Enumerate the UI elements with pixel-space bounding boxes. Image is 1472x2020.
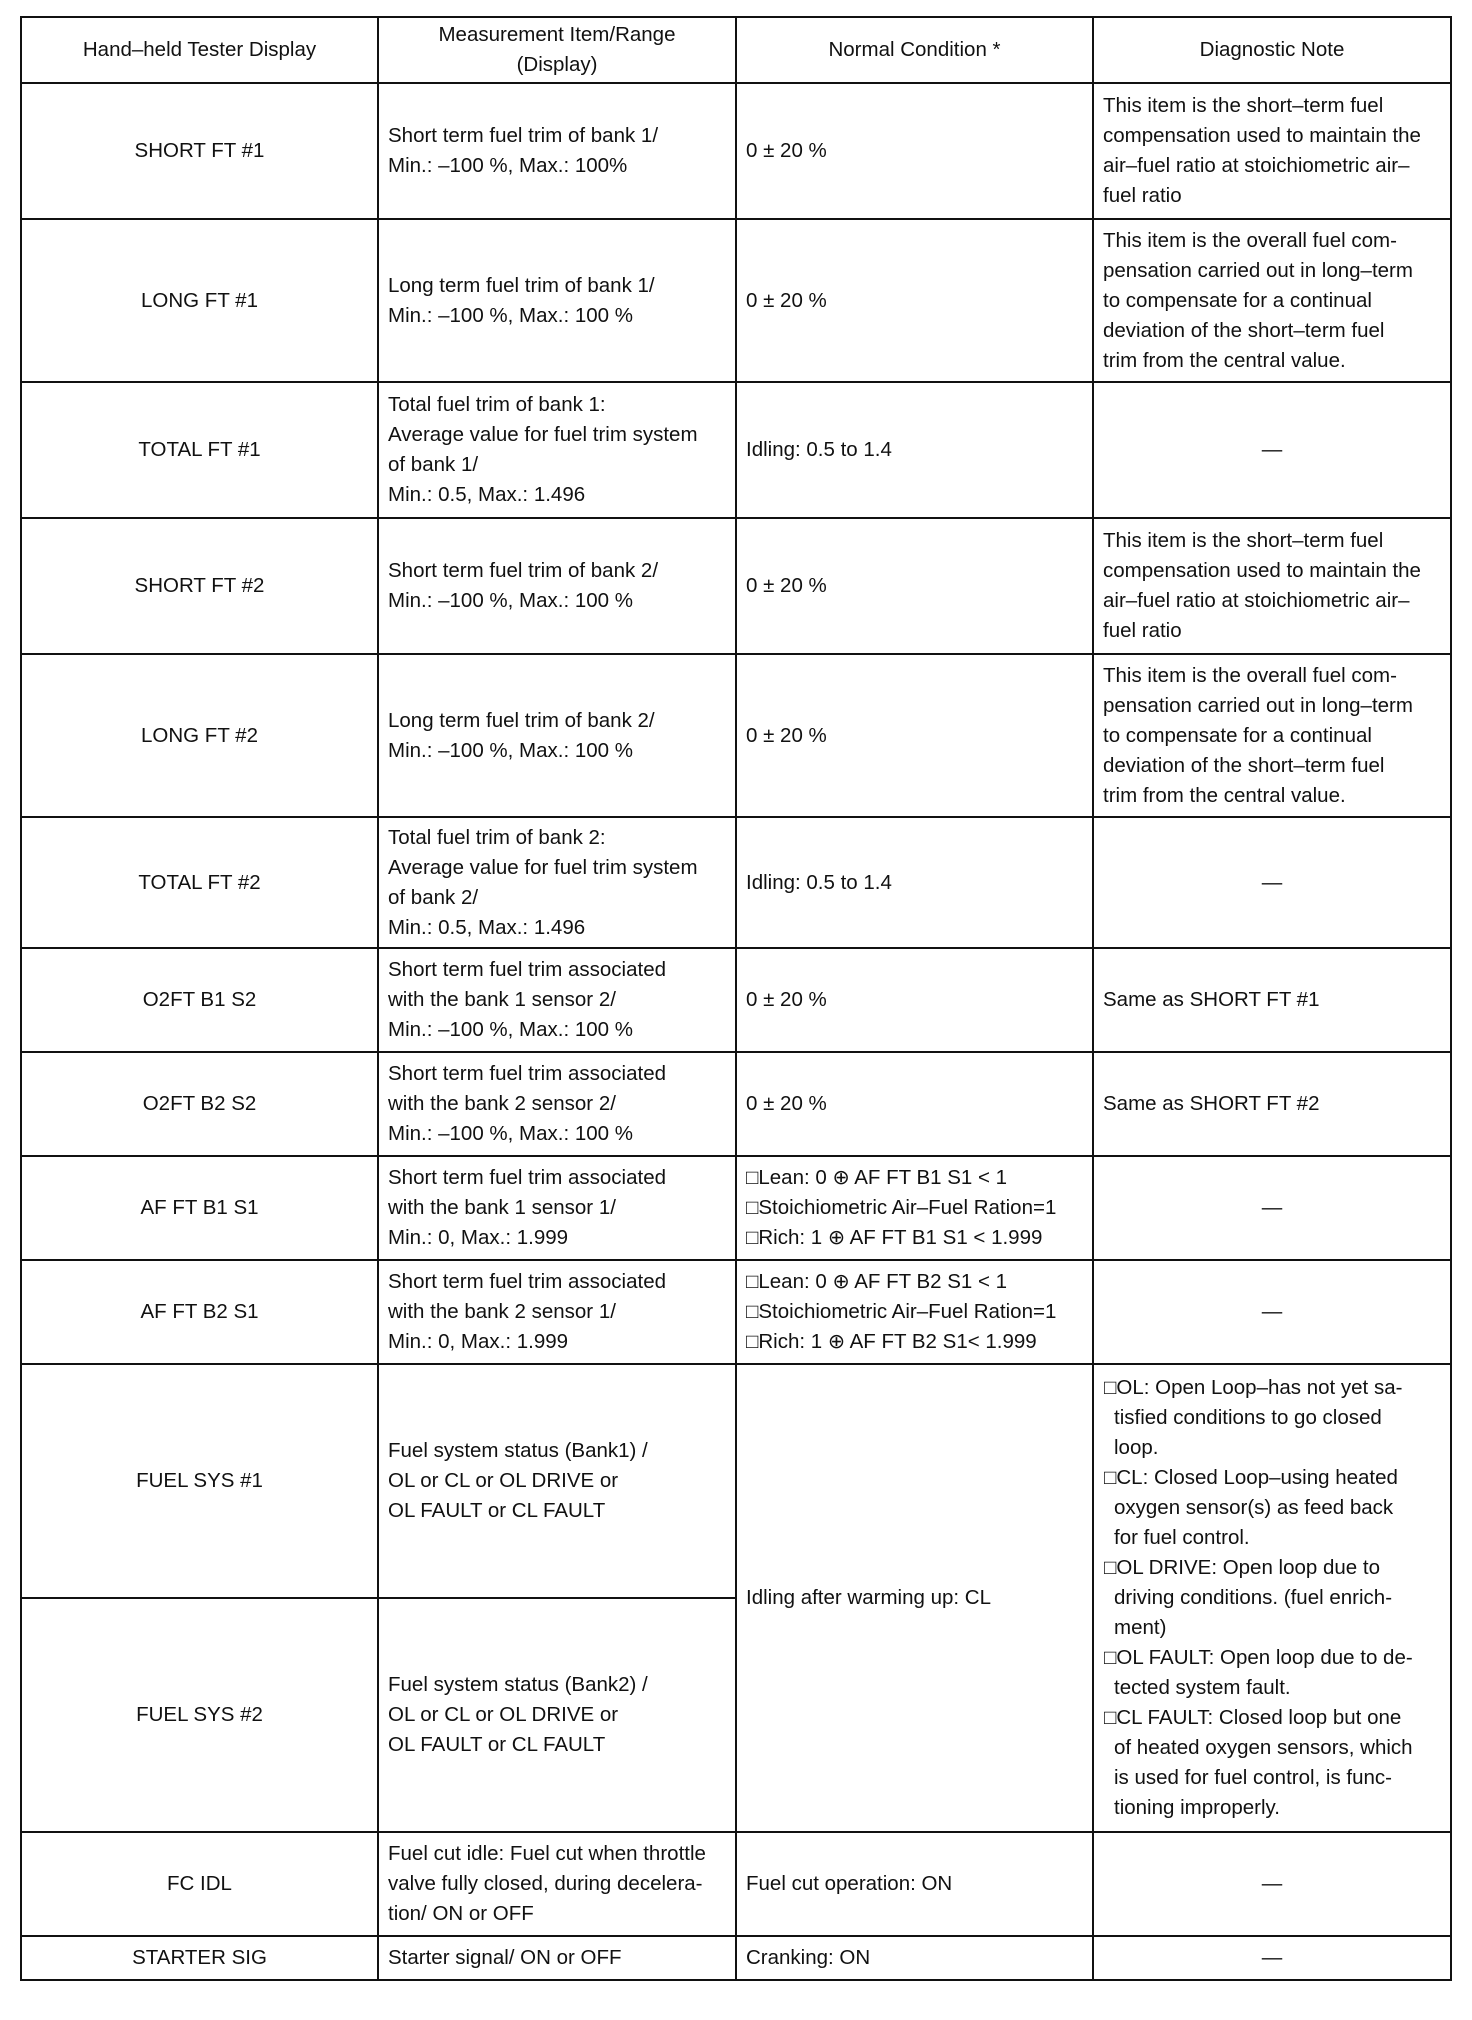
measurement-cell xyxy=(378,518,736,654)
measurement-cell-line: OL FAULT or CL FAULT xyxy=(388,1733,606,1756)
diagnostic-note-cell-line: — xyxy=(1261,870,1283,894)
condition-cell-line: 0 ± 20 % xyxy=(746,723,827,747)
measurement-cell-line: OL FAULT or CL FAULT xyxy=(388,1499,606,1522)
measurement-cell-line: with the bank 1 sensor 2/ xyxy=(388,988,616,1011)
measurement-cell-line: Total fuel trim of bank 1: xyxy=(388,393,606,416)
measurement-cell xyxy=(378,948,736,1052)
table-row xyxy=(21,1936,1451,1980)
diagnostic-note-cell-line: — xyxy=(1261,1872,1283,1895)
diagnostic-note-cell-line: This item is the overall fuel com- xyxy=(1103,663,1397,687)
condition-cell xyxy=(736,1936,1093,1980)
tester-display-cell: SHORT FT #2 xyxy=(21,518,378,654)
measurement-cell-line: Fuel system status (Bank1) / xyxy=(388,1439,648,1462)
diagnostic-note-cell-line: Same as SHORT FT #2 xyxy=(1103,1092,1320,1115)
measurement-cell-line: Long term fuel trim of bank 1/ xyxy=(388,273,655,297)
table-row xyxy=(21,518,1451,654)
diagnostic-note-cell-line: — xyxy=(1261,1946,1283,1969)
condition-cell-line: 0 ± 20 % xyxy=(746,988,827,1011)
diagnostic-note-cell-line: trim from the central value. xyxy=(1103,783,1346,807)
fuel-status-note-line: driving conditions. (fuel enrich- xyxy=(1114,1586,1393,1609)
table-row xyxy=(21,1156,1451,1260)
diagnostic-note-cell-line: Same as SHORT FT #1 xyxy=(1103,988,1320,1011)
measurement-cell-line: Min.: –100 %, Max.: 100 % xyxy=(388,1018,633,1041)
diagnostic-note-cell xyxy=(1093,219,1451,382)
tester-display-cell: LONG FT #1 xyxy=(21,219,378,382)
diagnostic-note-cell-line: deviation of the short–term fuel xyxy=(1103,753,1385,777)
diagnostic-note-cell-line: This item is the short–term fuel xyxy=(1103,94,1384,117)
measurement-cell-line: with the bank 2 sensor 2/ xyxy=(388,1092,616,1115)
table-row xyxy=(21,1832,1451,1936)
measurement-cell xyxy=(378,1832,736,1936)
header-row xyxy=(21,17,1451,83)
condition-cell xyxy=(736,518,1093,654)
condition-cell xyxy=(736,382,1093,518)
diagnostic-note-cell xyxy=(1093,518,1451,654)
measurement-cell-line: tion/ ON or OFF xyxy=(388,1902,534,1925)
diagnostic-note-cell-line: — xyxy=(1261,438,1283,461)
condition-cell-line: □Lean: 0 ⊕ AF FT B2 S1 < 1 xyxy=(746,1270,1008,1293)
diagnostic-note-cell xyxy=(1093,1260,1451,1364)
measurement-cell-line: Min.: –100 %, Max.: 100 % xyxy=(388,589,633,612)
fuel-status-note-line: □CL FAULT: Closed loop but one xyxy=(1104,1706,1402,1729)
condition-cell-line: Idling: 0.5 to 1.4 xyxy=(746,870,892,894)
measurement-cell xyxy=(378,1936,736,1980)
diagnostic-note-cell-line: — xyxy=(1261,1300,1283,1323)
diagnostic-note-cell-line: This item is the short–term fuel xyxy=(1103,529,1384,552)
condition-cell xyxy=(736,817,1093,948)
measurement-cell-line: Min.: –100 %, Max.: 100 % xyxy=(388,738,633,762)
table-row xyxy=(21,817,1451,948)
diagnostic-note-cell-line: compensation used to maintain the xyxy=(1103,124,1421,147)
tester-display-cell: AF FT B1 S1 xyxy=(21,1156,378,1260)
diagnostic-note-cell xyxy=(1093,948,1451,1052)
diagnostic-note-cell xyxy=(1093,1364,1451,1832)
condition-cell-line: □Stoichiometric Air–Fuel Ration=1 xyxy=(746,1196,1057,1219)
measurement-cell xyxy=(378,219,736,382)
tester-display-cell: TOTAL FT #1 xyxy=(21,382,378,518)
tester-display-cell: STARTER SIG xyxy=(21,1936,378,1980)
header-measurement-line: Measurement Item/Range (Display) xyxy=(438,23,676,76)
measurement-cell-line: with the bank 2 sensor 1/ xyxy=(388,1300,616,1323)
diagnostic-note-cell xyxy=(1093,817,1451,948)
diagnostic-note-cell xyxy=(1093,382,1451,518)
fuel-status-note-line: tected system fault. xyxy=(1114,1676,1291,1699)
measurement-cell xyxy=(378,1156,736,1260)
table-row xyxy=(21,382,1451,518)
measurement-cell-line: with the bank 1 sensor 1/ xyxy=(388,1196,616,1219)
condition-cell-line: 0 ± 20 % xyxy=(746,574,827,597)
measurement-cell-line: Short term fuel trim of bank 1/ xyxy=(388,124,659,147)
header-diagnostic-note: Diagnostic Note xyxy=(1093,17,1451,83)
tester-display-cell: LONG FT #2 xyxy=(21,654,378,817)
table-row xyxy=(21,219,1451,382)
measurement-cell-line: Short term fuel trim associated xyxy=(388,1166,666,1189)
condition-cell-line: Fuel cut operation: ON xyxy=(746,1872,953,1895)
diagnostic-note-cell-line: pensation carried out in long–term xyxy=(1103,693,1413,717)
condition-cell-line: Cranking: ON xyxy=(746,1946,871,1969)
diagnostic-note-cell-line: deviation of the short–term fuel xyxy=(1103,318,1385,342)
measurement-cell-line: Short term fuel trim associated xyxy=(388,958,666,981)
measurement-cell-line: of bank 1/ xyxy=(388,453,479,476)
condition-cell xyxy=(736,948,1093,1052)
table-row xyxy=(21,1364,1451,1598)
condition-cell xyxy=(736,1260,1093,1364)
condition-cell xyxy=(736,1832,1093,1936)
measurement-cell xyxy=(378,83,736,219)
tester-display-cell: SHORT FT #1 xyxy=(21,83,378,219)
diagnostic-note-cell-line: pensation carried out in long–term xyxy=(1103,258,1413,282)
fuel-status-note-line: □OL FAULT: Open loop due to de- xyxy=(1104,1646,1413,1669)
diagnostic-note-cell-line: fuel ratio xyxy=(1103,619,1182,642)
measurement-cell xyxy=(378,654,736,817)
measurement-cell-line: Long term fuel trim of bank 2/ xyxy=(388,708,655,732)
fuel-status-note-line: □CL: Closed Loop–using heated xyxy=(1104,1466,1398,1489)
tester-display-cell: O2FT B2 S2 xyxy=(21,1052,378,1156)
tester-display-cell: TOTAL FT #2 xyxy=(21,817,378,948)
fuel-status-note-line: tioning improperly. xyxy=(1114,1796,1280,1819)
fuel-status-note-line: □OL DRIVE: Open loop due to xyxy=(1104,1556,1380,1579)
measurement-cell-line: Short term fuel trim of bank 2/ xyxy=(388,559,659,582)
diagnostic-note-cell-line: trim from the central value. xyxy=(1103,348,1346,372)
table-row xyxy=(21,1052,1451,1156)
tester-display-cell: O2FT B1 S2 xyxy=(21,948,378,1052)
measurement-cell xyxy=(378,1260,736,1364)
measurement-cell-line: Fuel system status (Bank2) / xyxy=(388,1673,648,1696)
table-row xyxy=(21,948,1451,1052)
measurement-cell-line: Total fuel trim of bank 2: xyxy=(388,825,606,849)
diagnostic-note-cell xyxy=(1093,1832,1451,1936)
measurement-cell-line: Min.: 0, Max.: 1.999 xyxy=(388,1226,569,1249)
fuel-status-note-line: of heated oxygen sensors, which xyxy=(1114,1736,1413,1759)
measurement-cell-line: Average value for fuel trim system xyxy=(388,423,698,446)
condition-cell-line: 0 ± 20 % xyxy=(746,1092,827,1115)
measurement-cell-line: Min.: 0.5, Max.: 1.496 xyxy=(388,915,586,939)
header-tester-display: Hand–held Tester Display xyxy=(21,17,378,83)
data-list-table xyxy=(20,16,1452,1981)
diagnostic-note-cell-line: to compensate for a continual xyxy=(1103,288,1372,312)
measurement-cell xyxy=(378,1598,736,1832)
measurement-cell-line: of bank 2/ xyxy=(388,885,479,909)
fuel-status-note-line: tisfied conditions to go closed xyxy=(1114,1406,1382,1429)
condition-cell xyxy=(736,654,1093,817)
diagnostic-note-cell-line: to compensate for a continual xyxy=(1103,723,1372,747)
measurement-cell xyxy=(378,817,736,948)
diagnostic-note-cell-line: air–fuel ratio at stoichiometric air– xyxy=(1103,154,1410,177)
condition-cell-line: 0 ± 20 % xyxy=(746,288,827,312)
measurement-cell-line: Min.: –100 %, Max.: 100% xyxy=(388,154,628,177)
diagnostic-note-cell-line: fuel ratio xyxy=(1103,184,1182,207)
measurement-cell-line: Average value for fuel trim system xyxy=(388,855,698,879)
tester-display-cell: FC IDL xyxy=(21,1832,378,1936)
measurement-cell-line: Min.: 0.5, Max.: 1.496 xyxy=(388,483,586,506)
fuel-status-note-line: oxygen sensor(s) as feed back xyxy=(1114,1496,1394,1519)
condition-cell-line: □Lean: 0 ⊕ AF FT B1 S1 < 1 xyxy=(746,1166,1008,1189)
tester-display-cell: AF FT B2 S1 xyxy=(21,1260,378,1364)
measurement-cell-line: OL or CL or OL DRIVE or xyxy=(388,1703,619,1726)
fuel-status-note-line: ment) xyxy=(1114,1616,1167,1639)
measurement-cell-line: Short term fuel trim associated xyxy=(388,1062,666,1085)
condition-cell: Idling after warming up: CL xyxy=(736,1364,1093,1832)
measurement-cell xyxy=(378,1052,736,1156)
tester-display-cell: FUEL SYS #2 xyxy=(21,1598,378,1832)
condition-cell-line: □Rich: 1 ⊕ AF FT B1 S1 < 1.999 xyxy=(746,1226,1043,1249)
condition-cell-line: Idling: 0.5 to 1.4 xyxy=(746,438,892,461)
measurement-cell-line: OL or CL or OL DRIVE or xyxy=(388,1469,619,1492)
measurement-cell-line: valve fully closed, during decelera- xyxy=(388,1872,703,1895)
diagnostic-note-cell-line: air–fuel ratio at stoichiometric air– xyxy=(1103,589,1410,612)
measurement-cell-line: Min.: 0, Max.: 1.999 xyxy=(388,1330,569,1353)
measurement-cell-line: Starter signal/ ON or OFF xyxy=(388,1946,622,1969)
measurement-cell-line: Min.: –100 %, Max.: 100 % xyxy=(388,303,633,327)
condition-cell xyxy=(736,1052,1093,1156)
condition-cell-line: 0 ± 20 % xyxy=(746,139,827,162)
condition-cell xyxy=(736,1156,1093,1260)
condition-cell xyxy=(736,83,1093,219)
diagnostic-note-cell xyxy=(1093,1052,1451,1156)
condition-cell-line: □Stoichiometric Air–Fuel Ration=1 xyxy=(746,1300,1057,1323)
diagnostic-note-cell xyxy=(1093,83,1451,219)
diagnostic-note-cell-line: This item is the overall fuel com- xyxy=(1103,228,1397,252)
diagnostic-note-cell xyxy=(1093,1156,1451,1260)
diagnostic-note-cell-line: compensation used to maintain the xyxy=(1103,559,1421,582)
table-row xyxy=(21,83,1451,219)
fuel-status-note-line: loop. xyxy=(1114,1436,1159,1459)
tester-display-cell: FUEL SYS #1 xyxy=(21,1364,378,1598)
fuel-status-note-line: for fuel control. xyxy=(1114,1526,1250,1549)
diagnostic-note-cell-line: — xyxy=(1261,1196,1283,1219)
fuel-status-note-line: is used for fuel control, is func- xyxy=(1114,1766,1393,1789)
measurement-cell xyxy=(378,1364,736,1598)
table-row xyxy=(21,654,1451,817)
table-row xyxy=(21,1260,1451,1364)
condition-cell-line: □Rich: 1 ⊕ AF FT B2 S1< 1.999 xyxy=(746,1330,1037,1353)
condition-cell xyxy=(736,219,1093,382)
fuel-status-note-line: □OL: Open Loop–has not yet sa- xyxy=(1104,1376,1403,1399)
header-normal-condition: Normal Condition * xyxy=(736,17,1093,83)
header-measurement-item xyxy=(378,17,736,83)
measurement-cell-line: Min.: –100 %, Max.: 100 % xyxy=(388,1122,633,1145)
diagnostic-note-cell xyxy=(1093,1936,1451,1980)
measurement-cell xyxy=(378,382,736,518)
measurement-cell-line: Short term fuel trim associated xyxy=(388,1270,666,1293)
measurement-cell-line: Fuel cut idle: Fuel cut when throttle xyxy=(388,1842,706,1865)
diagnostic-note-cell xyxy=(1093,654,1451,817)
